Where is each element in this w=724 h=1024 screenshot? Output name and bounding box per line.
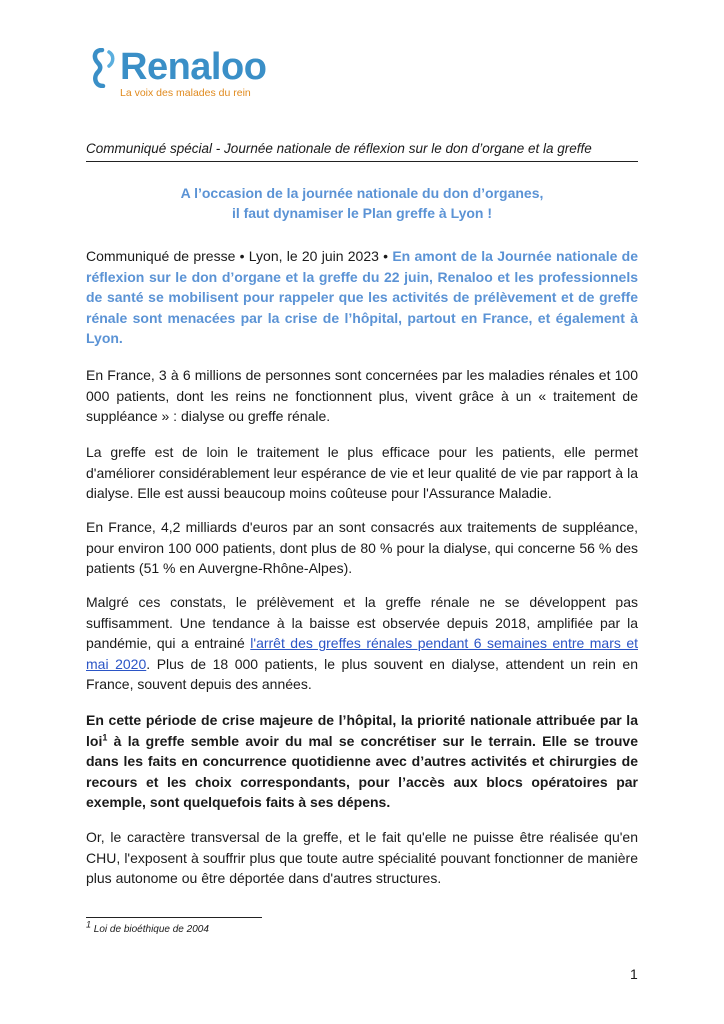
document-heading: Communiqué spécial - Journée nationale de réflexion sur le don d’organe et la greffe [86,141,592,156]
title-line-2: il faut dynamiser le Plan greffe à Lyon ! [231,205,493,221]
paragraph-6: Or, le caractère transversal de la greffe, et le fait qu'elle ne puisse être réalisée qu'en CHU, l'exposent à souffrir plus que toute autre spécialité pouvant fonctionner de manière plus autonome ou être déportée dans d'autres structures. [86,829,638,886]
footnote [86,919,209,935]
greffes-arret-link[interactable]: l'arrêt des greffes rénales pendant 6 semaines entre mars et mai 2020 [86,635,639,672]
paragraph-4 [86,592,638,695]
footnote-text: Loi de bioéthique de 2004 [91,924,209,935]
paragraph-1: En France, 3 à 6 millions de personnes sont concernées par les maladies rénales et 100 000 patients, dont les reins ne fonctionnent plus, vivent grâce à un « traitement de suppléance » : dialyse ou greffe rénale. [86,367,638,424]
paragraph-4-end: . Plus de 18 000 patients, le plus souvent en dialyse, attendent un rein en France, souvent depuis des années. [86,655,639,692]
page-number: 1 [630,966,638,982]
paragraph-5-start: En cette période de crise majeure de l’hôpital, la priorité nationale attribuée par la loi [86,712,638,749]
footnote-mark: 1 [86,919,92,930]
paragraph-5 [86,710,638,813]
paragraph-3: En France, 4,2 milliards d'euros par an sont consacrés aux traitements de suppléance, pour environ 100 000 patients, dont plus de 80 % pour la dialyse, qui concerne 56 % des patients (51 % en Auvergne-Rhône-Alpes). [86,519,638,576]
press-release-title [86,183,638,223]
paragraph-5-end: à la greffe semble avoir du mal se concrétiser sur le terrain. Elle se trouve dans les faits en concurrence quotidienne avec d’autres activités et chirurgies de recours et les choix correspondants, pour l’accès aux blocs opératoires par exemple, sont quelquefois faits à ses dépens. [86,732,638,810]
intro-lead: Communiqué de presse • Lyon, le 20 juin 2023 • [86,248,393,264]
intro-highlight: En amont de la Journée nationale de réflexion sur le don d’organe et la greffe du 22 juin, Renaloo et les professionnels de santé se mobilisent pour rappeler que les activités de prélèvement et de greffe rénale sont menacées par la crise de l’hôpital, partout en France, et également à Lyon. [86,248,638,346]
heading-underline [86,161,638,162]
logo-name: Renaloo [120,46,267,88]
title-line-1: A l’occasion de la journée nationale du don d’organes, [180,185,544,201]
footnote-reference[interactable]: 1 [102,731,108,742]
footnote-separator [86,917,262,918]
kidney-logo-icon [92,48,118,88]
paragraph-4-start: Malgré ces constats, le prélèvement et la greffe rénale ne se développent pas suffisamment. Une tendance à la baisse est observée depuis 2018, amplifiée par la pandémie, qui a entrainé [86,594,638,651]
logo-tagline: La voix des malades du rein [120,87,251,99]
paragraph-2: La greffe est de loin le traitement le plus efficace pour les patients, elle permet d'améliorer considérablement leur espérance de vie et leur qualité de vie par rapport à la dialyse. Elle est aussi beaucoup moins coûteuse pour l'Assurance Maladie. [86,444,638,501]
intro-paragraph [86,246,638,349]
renaloo-logo [92,44,292,104]
